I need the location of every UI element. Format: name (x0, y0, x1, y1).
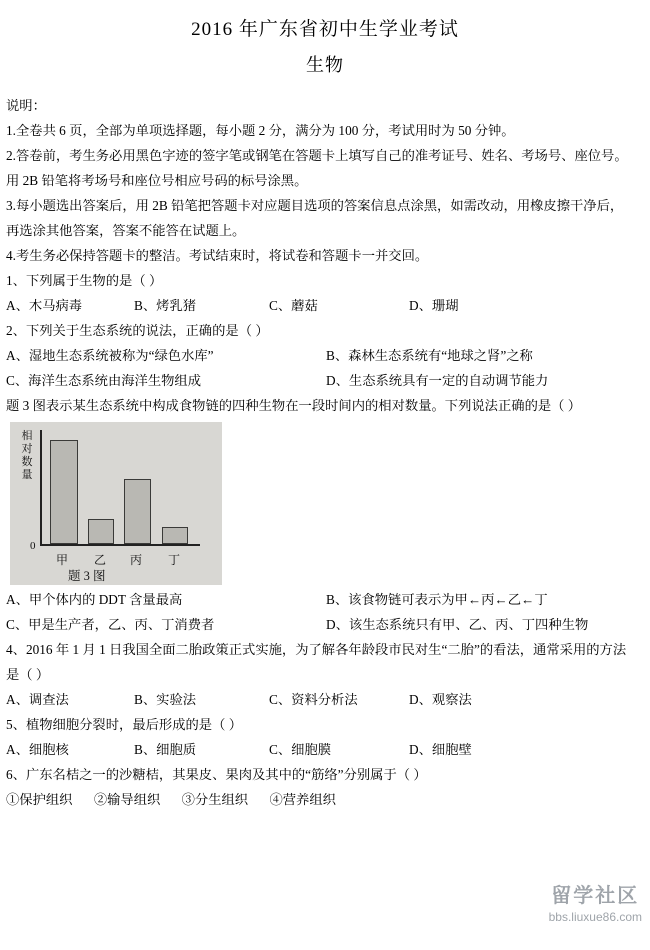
y-axis-line (40, 430, 42, 545)
question-1-option-a[interactable]: A、木马病毒 (6, 298, 83, 313)
origin-label: 0 (30, 540, 36, 552)
question-5-option-d[interactable]: D、细胞壁 (409, 742, 472, 757)
question-6-stem: 6、广东名桔之一的沙糖桔，其果皮、果肉及其中的“筋络”分别属于（ ） (6, 767, 427, 782)
notice-line-4: 3.每小题选出答案后，用 2B 铅笔把答题卡对应题目选项的答案信息点涂黑，如需改动，用橡皮擦干净后， (6, 198, 624, 213)
question-4 (6, 637, 640, 712)
bar-jia (50, 440, 78, 544)
question-3-option-a[interactable]: A、甲个体内的 DDT 含量最高 (6, 592, 183, 607)
question-6-sub-option-3[interactable]: ③分生组织 (181, 792, 249, 807)
bar-yi (88, 519, 114, 544)
question-5-option-b[interactable]: B、细胞质 (134, 742, 197, 757)
question-4-stem-line-2: 是（ ） (6, 667, 50, 682)
question-3 (6, 393, 640, 637)
question-2-option-d[interactable]: D、生态系统具有一定的自动调节能力 (326, 373, 549, 388)
x-tick-ding: 丁 (168, 553, 181, 567)
figure-caption: 题 3 图 (68, 569, 106, 583)
question-3-figure (10, 422, 222, 585)
question-3-options-row-1 (6, 587, 640, 612)
question-6-sub-options (6, 787, 640, 812)
question-1-option-c[interactable]: C、蘑菇 (269, 298, 318, 313)
question-5 (6, 712, 640, 762)
x-axis-line (40, 544, 200, 546)
watermark-url: bbs.liuxue86.com (548, 910, 642, 924)
bar-chart (10, 422, 222, 585)
question-5-options (6, 737, 640, 762)
question-2-option-b[interactable]: B、森林生态系统有“地球之肾”之称 (326, 348, 533, 363)
question-3-stem: 题 3 图表示某生态系统中构成食物链的四种生物在一段时间内的相对数量。下列说法正确的是（ ） (6, 398, 582, 413)
watermark-title: 留学社区 (551, 885, 640, 907)
question-6-sub-option-4[interactable]: ④营养组织 (269, 792, 336, 807)
question-1-options (6, 293, 640, 318)
notice-line-2: 2.答卷前，考生务必用黑色字迹的签字笔或钢笔在答题卡上填写自己的准考证号、姓名、考场号、座位号。 (6, 148, 628, 163)
notice-line-5: 再选涂其他答案，答案不能答在试题上。 (6, 223, 246, 238)
question-2 (6, 318, 640, 393)
question-2-stem: 2、下列关于生态系统的说法，正确的是（ ） (6, 323, 269, 338)
question-6-sub-option-1[interactable]: ①保护组织 (6, 792, 73, 807)
question-3-option-d[interactable]: D、该生态系统只有甲、乙、丙、丁四种生物 (326, 617, 589, 632)
question-4-option-c[interactable]: C、资料分析法 (269, 692, 358, 707)
y-axis-label: 相对数量 (21, 430, 33, 481)
question-3-options-row-2 (6, 612, 640, 637)
question-6-sub-option-2[interactable]: ②输导组织 (93, 792, 161, 807)
question-5-stem: 5、植物细胞分裂时，最后形成的是（ ） (6, 717, 243, 732)
notice-line-3: 用 2B 铅笔将考场号和座位号相应号码的标号涂黑。 (6, 173, 308, 188)
x-tick-bing: 丙 (130, 553, 143, 567)
exam-page (0, 14, 650, 950)
watermark (549, 879, 642, 924)
notice-line-6: 4.考生务必保持答题卡的整洁。考试结束时，将试卷和答题卡一并交回。 (6, 248, 429, 263)
question-5-option-c[interactable]: C、细胞膜 (269, 742, 332, 757)
question-2-option-c[interactable]: C、海洋生态系统由海洋生物组成 (6, 373, 202, 388)
question-4-option-a[interactable]: A、调查法 (6, 692, 69, 707)
notice-block (6, 93, 640, 268)
notice-line-1: 1.全卷共 6 页，全部为单项选择题，每小题 2 分，满分为 100 分，考试用时为 50 分钟。 (6, 123, 515, 138)
x-tick-jia: 甲 (56, 553, 69, 567)
question-6 (6, 762, 640, 812)
question-2-options-row-2 (6, 368, 640, 393)
question-3-option-c[interactable]: C、甲是生产者，乙、丙、丁消费者 (6, 617, 215, 632)
x-tick-yi: 乙 (94, 553, 107, 567)
bar-ding (162, 527, 188, 544)
bar-bing (124, 479, 151, 544)
question-3-option-b[interactable]: B、该食物链可表示为甲←丙←乙←丁 (326, 592, 548, 607)
notice-heading: 说明： (6, 98, 46, 113)
question-5-option-a[interactable]: A、细胞核 (6, 742, 69, 757)
question-4-options (6, 687, 640, 712)
question-4-option-b[interactable]: B、实验法 (134, 692, 197, 707)
page-title: 2016 年广东省初中生学业考试 (191, 19, 459, 40)
subject-title: 生物 (306, 55, 344, 75)
question-1-option-b[interactable]: B、烤乳猪 (134, 298, 197, 313)
question-1-stem: 1、下列属于生物的是（ ） (6, 273, 163, 288)
question-2-option-a[interactable]: A、湿地生态系统被称为“绿色水库” (6, 348, 214, 363)
question-4-stem-line-1: 4、2016 年 1 月 1 日我国全面二胎政策正式实施，为了解各年龄段市民对生“二胎”的看法，通常采用的方法 (6, 642, 627, 657)
question-2-options-row-1 (6, 343, 640, 368)
question-4-option-d[interactable]: D、观察法 (409, 692, 472, 707)
question-1 (6, 268, 640, 318)
question-1-option-d[interactable]: D、珊瑚 (409, 298, 459, 313)
